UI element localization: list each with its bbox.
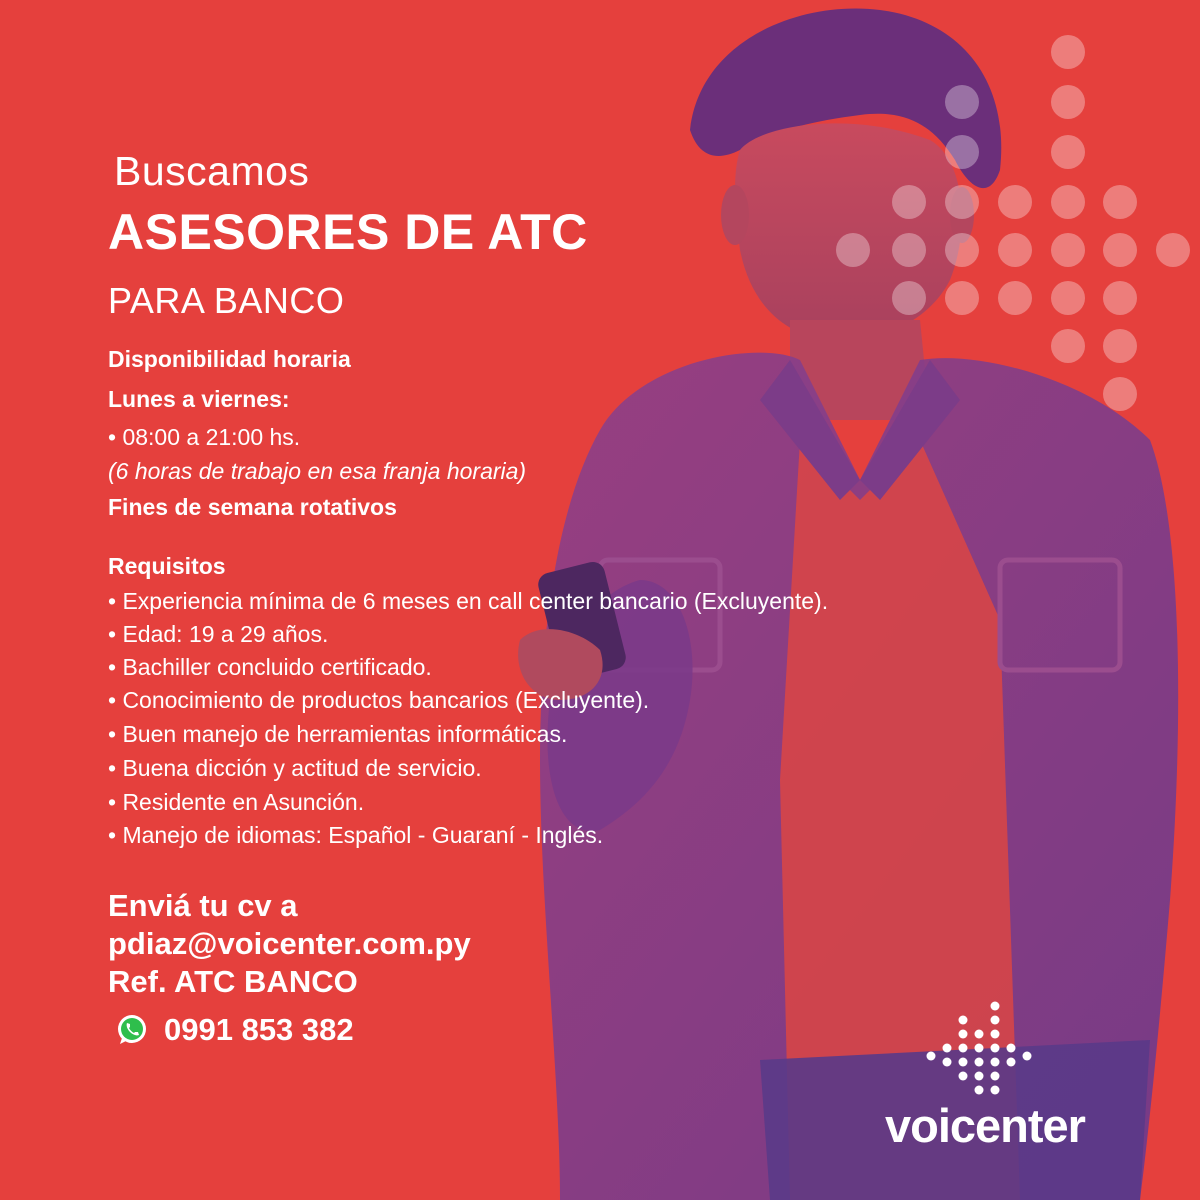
requirement-item: • Buena dicción y actitud de servicio. bbox=[108, 755, 482, 781]
schedule-heading: Disponibilidad horaria bbox=[108, 346, 351, 372]
contact-phone[interactable] bbox=[114, 1012, 354, 1048]
voicenter-dots-icon bbox=[860, 1000, 1110, 1100]
job-title: ASESORES DE ATC bbox=[108, 204, 588, 260]
job-subtitle: PARA BANCO bbox=[108, 280, 345, 321]
requirement-item: • Conocimiento de productos bancarios (Excluyente). bbox=[108, 687, 650, 713]
brand-name: voicenter bbox=[885, 1099, 1085, 1152]
requirement-item: • Experiencia mínima de 6 meses en call center bancario (Excluyente). bbox=[108, 588, 829, 614]
phone-number: 0991 853 382 bbox=[164, 1012, 354, 1047]
requirement-item: • Residente en Asunción. bbox=[108, 789, 365, 815]
requirement-item: • Edad: 19 a 29 años. bbox=[108, 621, 329, 647]
requirement-item: • Buen manejo de herramientas informáticas. bbox=[108, 721, 568, 747]
contact-email[interactable]: pdiaz@voicenter.com.py bbox=[108, 926, 471, 961]
schedule-days: Lunes a viernes: bbox=[108, 386, 290, 412]
eyebrow-text: Buscamos bbox=[114, 148, 310, 194]
requirement-item: • Bachiller concluido certificado. bbox=[108, 654, 432, 680]
schedule-hours: • 08:00 a 21:00 hs. bbox=[108, 424, 301, 450]
reference-code: Ref. ATC BANCO bbox=[108, 964, 358, 999]
whatsapp-icon bbox=[114, 1012, 150, 1048]
voicenter-logo bbox=[860, 1000, 1110, 1160]
cta-line: Enviá tu cv a bbox=[108, 888, 298, 923]
schedule-note: (6 horas de trabajo en esa franja horaria) bbox=[108, 458, 527, 484]
schedule-weekends: Fines de semana rotativos bbox=[108, 494, 397, 520]
requirement-item: • Manejo de idiomas: Español - Guaraní - Inglés. bbox=[108, 822, 604, 848]
requirements-heading: Requisitos bbox=[108, 553, 226, 579]
